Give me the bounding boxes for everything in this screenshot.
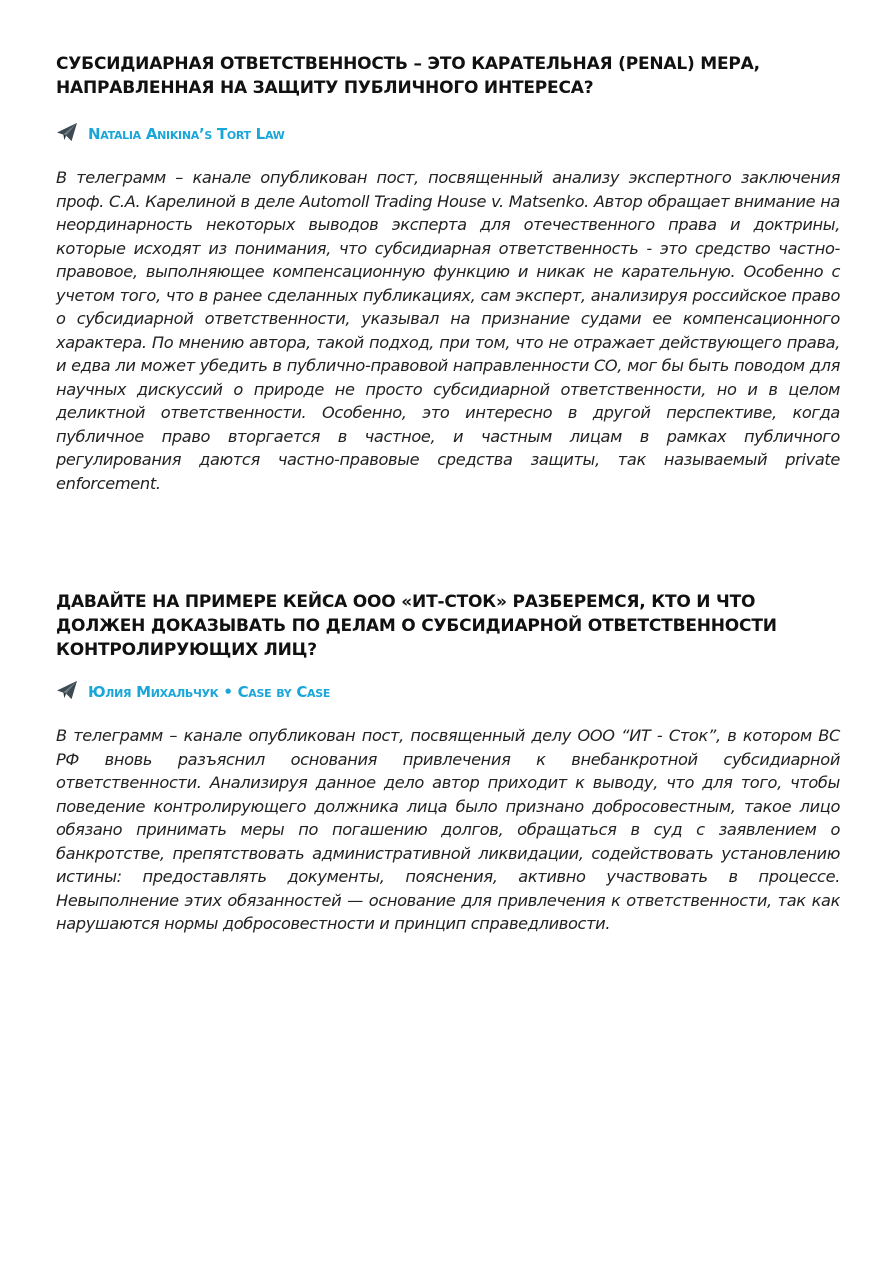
article-body: В телеграмм – канале опубликован пост, посвященный делу ООО “ИТ - Сток”, в котором ВС РФ вновь разъяснил основания привлечения к внебанкротной субсидиарной ответственности. Анализируя данное дело автор приходит к выводу, что для того, чтобы поведение контролирующего должника лица было признано добросовестным, такое лицо обязано принимать меры по погашению долгов, обращаться в суд с заявлением о банкротстве, препятствовать административной ликвидации, содействовать установлению истины: предоставлять документы, пояснения, активно участвовать в процессе. Невыполнение этих обязанностей — основание для привлечения к ответственности, так как нарушаются нормы добросовестности и принцип справедливости. [56,726,840,933]
telegram-plane-icon [56,122,88,146]
source-link[interactable]: Natalia Anikina’s Tort Law [88,125,285,143]
article-it-stock-case [56,590,840,936]
article-source [56,680,840,704]
article-subsidiary-penal [56,52,840,495]
article-source [56,122,840,146]
article-headline: ДАВАЙТЕ НА ПРИМЕРЕ КЕЙСА ООО «ИТ-СТОК» РАЗБЕРЕМСЯ, КТО И ЧТО ДОЛЖЕН ДОКАЗЫВАТЬ ПО ДЕЛАМ О СУБСИДИАРНОЙ ОТВЕТСТВЕННОСТИ КОНТРОЛИРУЮЩИХ ЛИЦ? [56,592,777,660]
source-link[interactable]: Юлия Михальчук • Case by Case [88,683,331,701]
article-body: В телеграмм – канале опубликован пост, посвященный анализу экспертного заключения проф. С.А. Карелиной в деле Automoll Trading House v. Matsenko. Автор обращает внимание на неординарность некоторых выводов эксперта для отечественного права и доктрины, которые исходят из понимания, что субсидиарная ответственность - это средство частно-правовое, выполняющее компенсационную функцию и никак не карательную. Особенно с учетом того, что в ранее сделанных публикациях, сам эксперт, анализируя российское право о субсидиарной ответственности, указывал на признание судами ее компенсационного характера. По мнению автора, такой подход, при том, что не отражает действующего права, и едва ли может убедить в публично-правовой направленности СО, мог бы быть поводом для научных дискуссий о природе не просто субсидиарной ответственности, но и в целом деликтной ответственности. Особенно, это интересно в другой перспективе, когда публичное право вторгается в частное, и частным лицам в рамках публичного регулирования даются частно-правовые средства защиты, так называемый private enforcement. [56,168,840,493]
telegram-plane-icon [56,680,88,704]
article-headline: СУБСИДИАРНАЯ ОТВЕТСТВЕННОСТЬ – ЭТО КАРАТЕЛЬНАЯ (PENAL) МЕРА, НАПРАВЛЕННАЯ НА ЗАЩИТУ ПУБЛИЧНОГО ИНТЕРЕСА? [56,54,760,98]
